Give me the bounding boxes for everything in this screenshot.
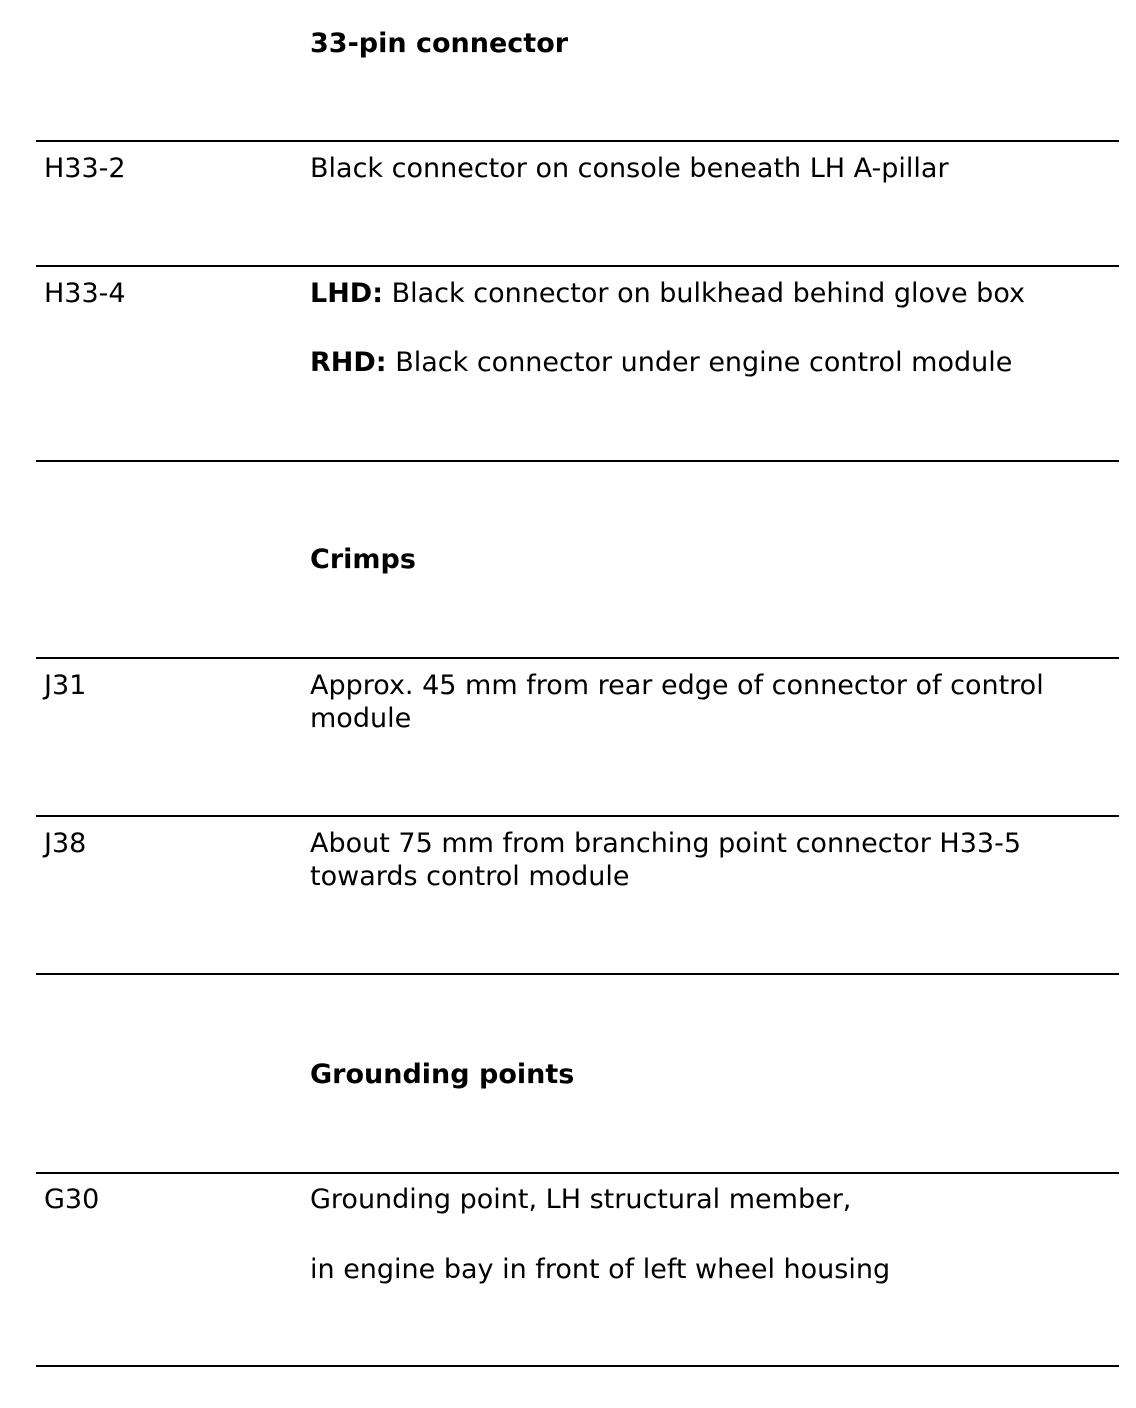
description-g30-line-1 — [310, 1183, 1100, 1216]
section-heading-33-pin-connector: 33-pin connector — [310, 28, 569, 59]
description-j31 — [310, 669, 1100, 735]
description-text: About 75 mm from branching point connector H33-5 towards control module — [310, 828, 1021, 892]
description-line-rhd — [310, 346, 1100, 379]
description-g30-line-2 — [310, 1253, 1100, 1286]
description-line: in engine bay in front of left wheel housing — [310, 1254, 891, 1285]
code-j38: J38 — [44, 828, 87, 859]
lhd-text: Black connector on bulkhead behind glove box — [383, 278, 1025, 309]
description-h33-4-rhd — [310, 346, 1100, 379]
section-heading-grounding-points: Grounding points — [310, 1059, 575, 1090]
divider — [36, 460, 1119, 462]
code-g30: G30 — [44, 1184, 100, 1215]
divider — [36, 657, 1119, 659]
divider — [36, 140, 1119, 142]
divider — [36, 815, 1119, 817]
description-line-lhd — [310, 277, 1100, 310]
description-h33-2 — [310, 152, 1100, 185]
description-h33-4 — [310, 277, 1100, 310]
rhd-text: Black connector under engine control module — [386, 347, 1013, 378]
code-j31: J31 — [44, 670, 87, 701]
divider — [36, 973, 1119, 975]
rhd-label: RHD: — [310, 347, 387, 378]
code-h33-2: H33-2 — [44, 153, 126, 184]
code-h33-4: H33-4 — [44, 278, 126, 309]
description-line: Black connector on console beneath LH A-pillar — [310, 153, 949, 184]
description-line: Grounding point, LH structural member, — [310, 1184, 852, 1215]
divider — [36, 1172, 1119, 1174]
description-j38 — [310, 827, 1100, 893]
divider — [36, 265, 1119, 267]
divider — [36, 1365, 1119, 1367]
description-text: Approx. 45 mm from rear edge of connector of control module — [310, 670, 1044, 734]
section-heading-crimps: Crimps — [310, 544, 416, 575]
lhd-label: LHD: — [310, 278, 384, 309]
